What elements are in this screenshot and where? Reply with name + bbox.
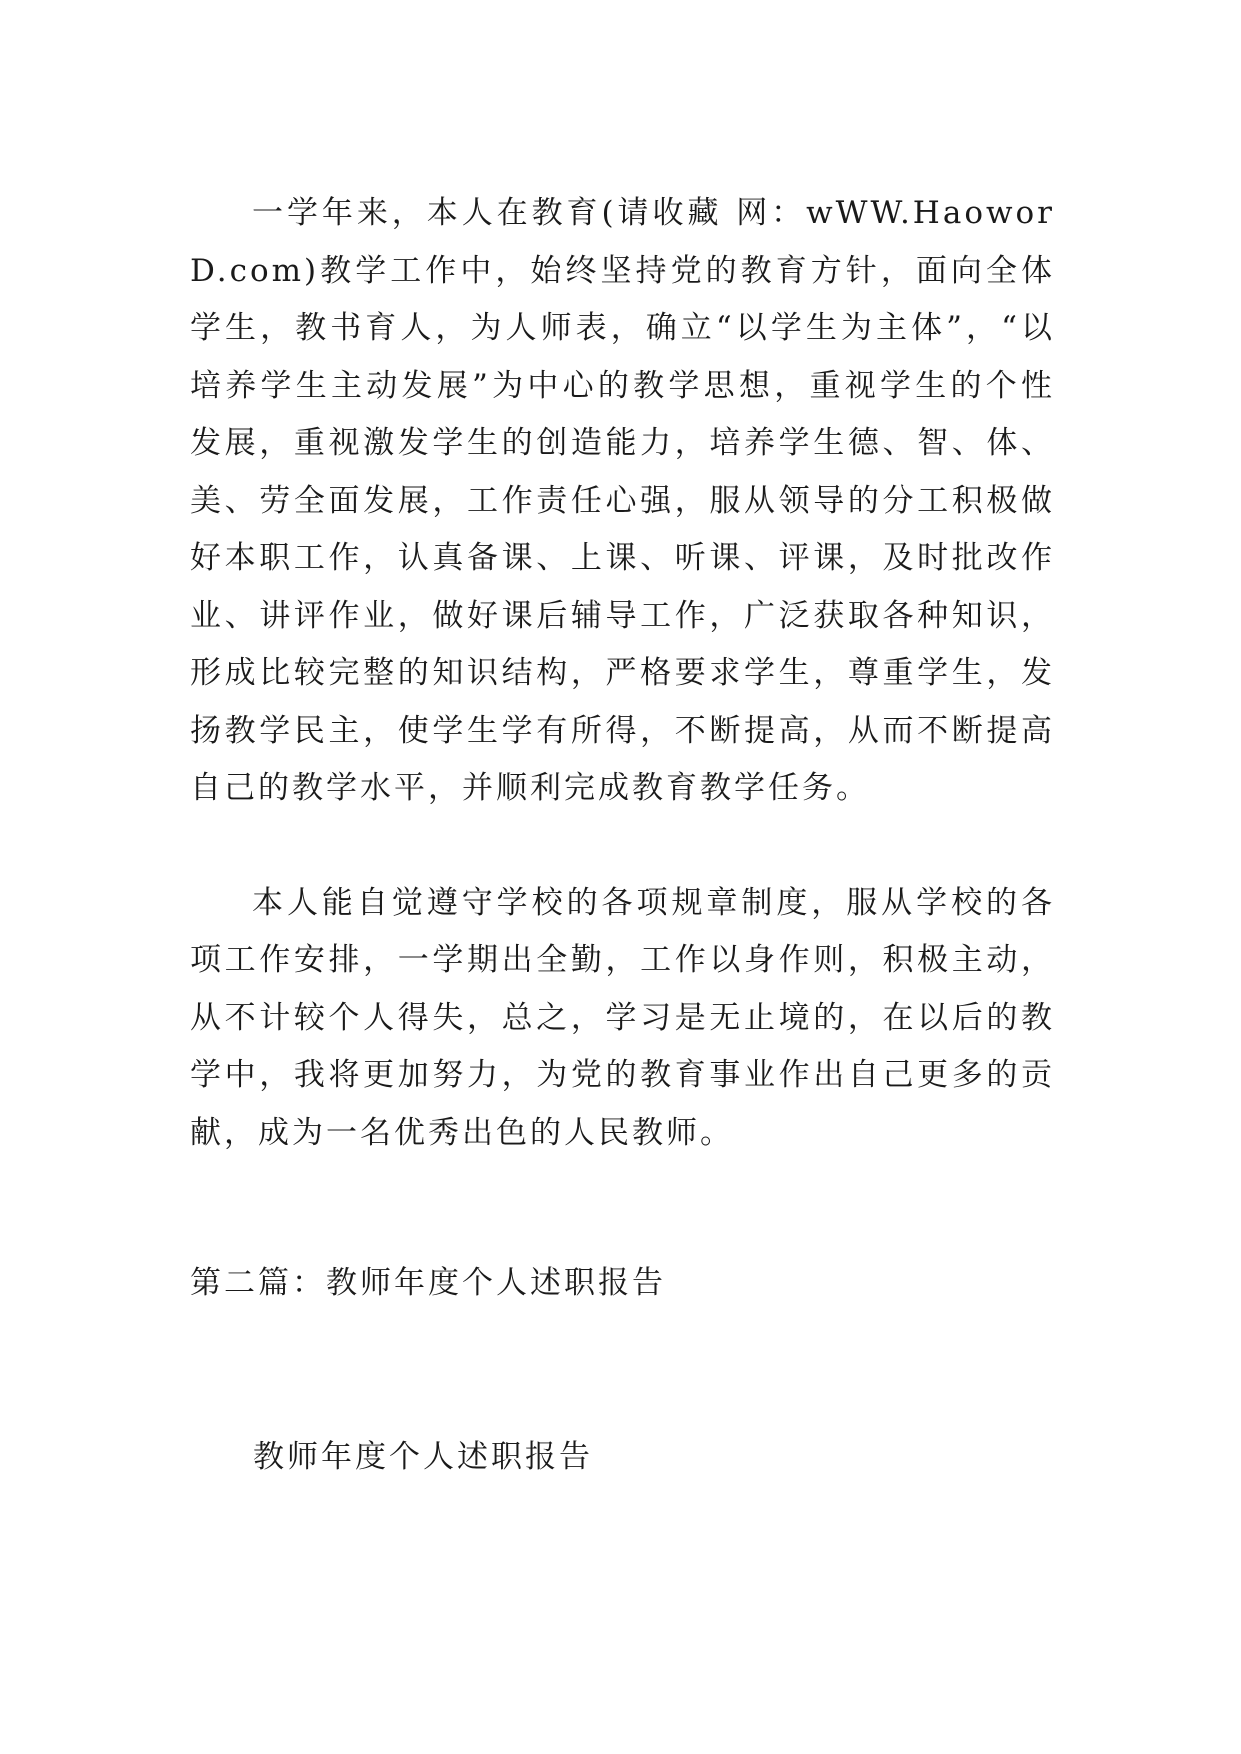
report-title: 教师年度个人述职报告 (253, 1439, 593, 1475)
body-text (190, 185, 1055, 1162)
paragraph-1: 一学年来，本人在教育(请收藏 网：wWW.HaoworD.com)教学工作中，始终坚持党的教育方针，面向全体学生，教书育人，为人师表，确立“以学生为主体”，“以培养学生主动发展”为中心的教学思想，重视学生的个性发展，重视激发学生的创造能力，培养学生德、智、体、美、劳全面发展，工作责任心强，服从领导的分工积极做好本职工作，认真备课、上课、听课、评课，及时批改作业、讲评作业，做好课后辅导工作，广泛获取各种知识，形成比较完整的知识结构，严格要求学生，尊重学生，发扬教学民主，使学生学有所得，不断提高，从而不断提高自己的教学水平，并顺利完成教育教学任务。 (190, 195, 1055, 806)
paragraph-2: 本人能自觉遵守学校的各项规章制度，服从学校的各项工作安排，一学期出全勤，工作以身作则，积极主动，从不计较个人得失，总之，学习是无止境的，在以后的教学中，我将更加努力，为党的教育事业作出自己更多的贡献，成为一名优秀出色的人民教师。 (190, 884, 1055, 1151)
section-heading: 第二篇：教师年度个人述职报告 (190, 1265, 666, 1301)
